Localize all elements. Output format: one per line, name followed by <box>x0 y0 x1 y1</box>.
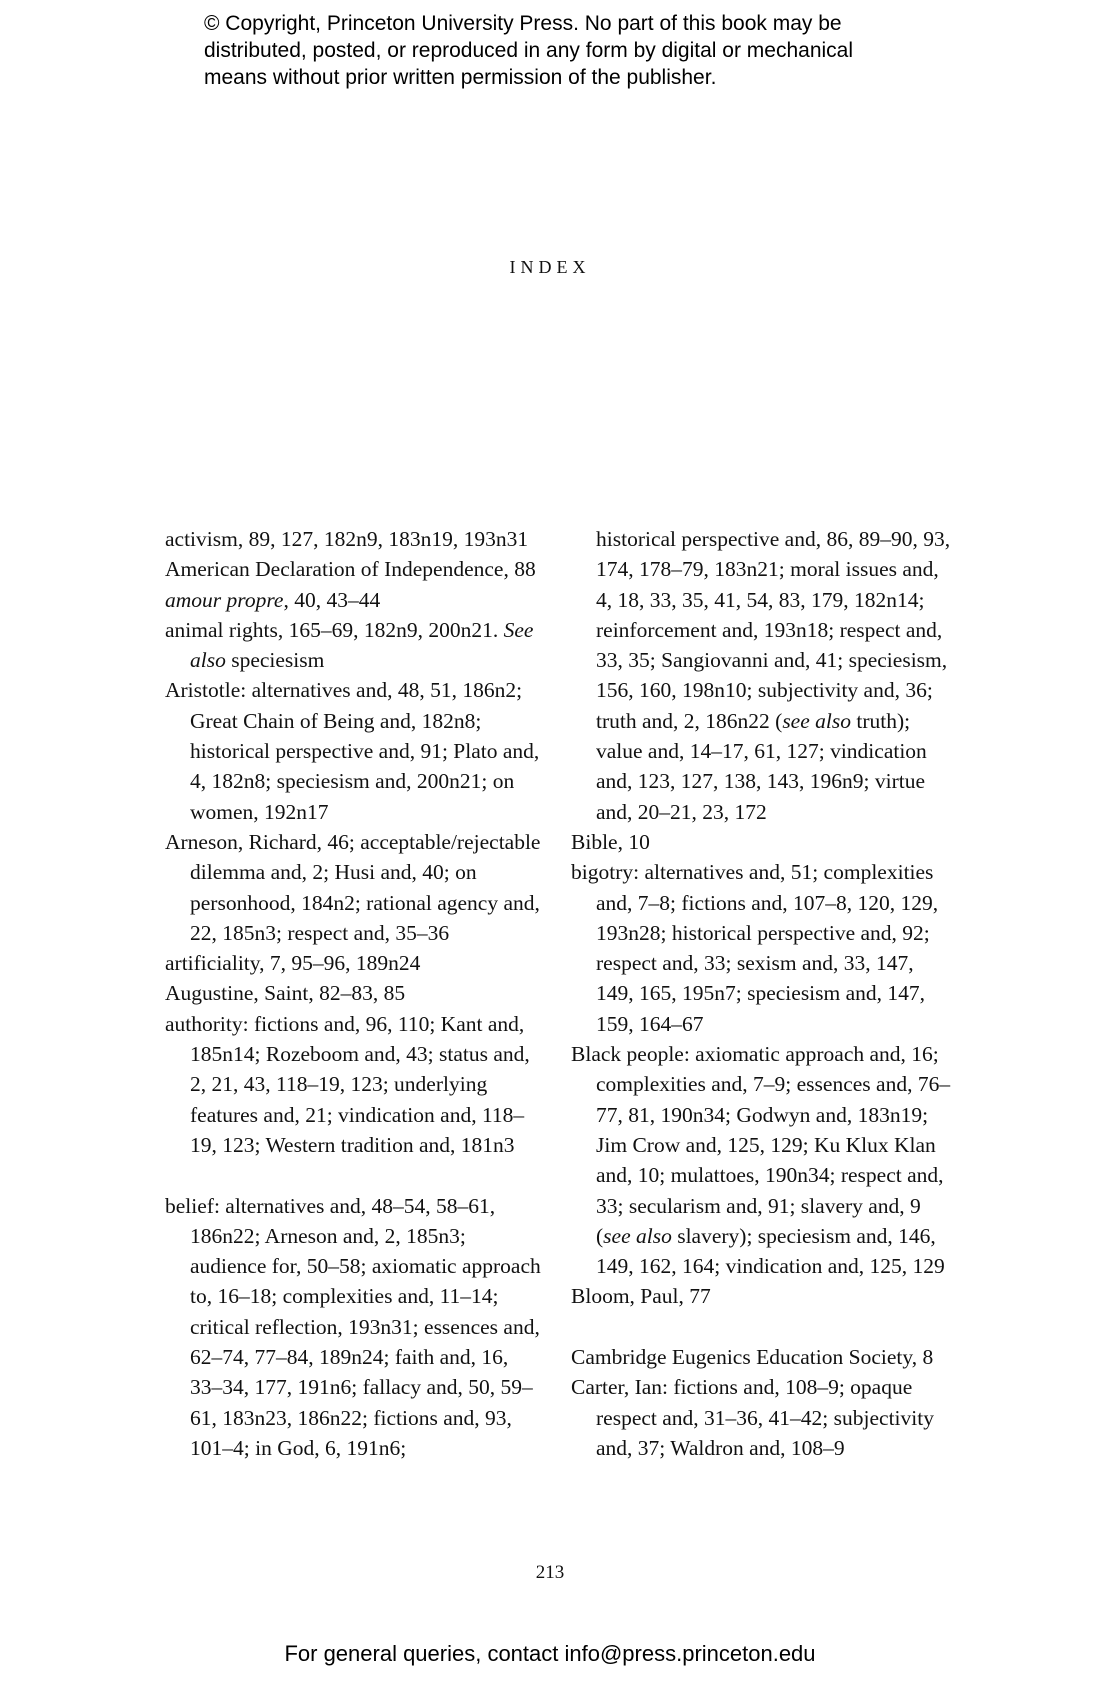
index-entry: Bible, 10 <box>571 829 650 854</box>
index-entry: bigotry: alternatives and, 51; complexities and, 7–8; fictions and, 107–8, 120, 129, 193n28; historical perspective and, 92; respect and, 33; sexism and, 33, 147, 149, 165, 195n7; speciesism and, 147, 159, 164–67 <box>571 860 939 1036</box>
index-entry: Arneson, Richard, 46; acceptable/rejectable dilemma and, 2; Husi and, 40; on personhood, 184n2; rational agency and, 22, 185n3; respect and, 35–36 <box>165 829 541 945</box>
index-entry: American Declaration of Independence, 88 <box>165 557 536 582</box>
see-also-ref: See also <box>190 617 534 673</box>
entry-gap <box>165 1160 545 1190</box>
copyright-line: © Copyright, Princeton University Press. No part of this book may be <box>204 12 842 35</box>
index-entry: Black people: axiomatic approach and, 16; complexities and, 7–9; essences and, 76–77, 81, 190n34; Godwyn and, 183n19; Jim Crow and, 125, 129; Ku Klux Klan and, 10; mulattoes, 190n34; respect and, 33; secularism and, 91; slavery and, 9 (see also slavery); speciesism and, 146, 149, 162, 164; vindication and, 125, 129 <box>571 1042 951 1279</box>
index-entry: animal rights, 165–69, 182n9, 200n21. See also speciesism <box>165 617 534 673</box>
index-entry: Augustine, Saint, 82–83, 85 <box>165 981 406 1006</box>
index-entry: belief: alternatives and, 48–54, 58–61, 186n22; Arneson and, 2, 185n3; audience for, 50–58; axiomatic approach to, 16–18; complexities and, 11–14; critical reflection, 193n31; essences and, 62–74, 77–84, 189n24; faith and, 16, 33–34, 177, 191n6; fallacy and, 50, 59–61, 183n23, 186n22; fictions and, 93, 101–4; in God, 6, 191n6; <box>165 1193 541 1460</box>
index-entry: amour propre, 40, 43–44 <box>165 587 381 612</box>
see-also-ref: see also <box>603 1223 672 1248</box>
copyright-notice <box>204 10 964 91</box>
index-entry: artificiality, 7, 95–96, 189n24 <box>165 951 421 976</box>
copyright-line: means without prior written permission of the publisher. <box>204 66 717 89</box>
index-entry: Cambridge Eugenics Education Society, 8 <box>571 1345 934 1370</box>
index-entry: authority: fictions and, 96, 110; Kant and, 185n14; Rozeboom and, 43; status and, 2, 21, 43, 118–19, 123; underlying features and, 21; vindication and, 118–19, 123; Western tradition and, 181n3 <box>165 1011 530 1157</box>
index-column-right <box>571 524 951 1463</box>
index-entry: Aristotle: alternatives and, 48, 51, 186n2; Great Chain of Being and, 182n8; historical perspective and, 91; Plato and, 4, 182n8; speciesism and, 200n21; on women, 192n17 <box>165 678 540 824</box>
entry-gap <box>571 1312 951 1342</box>
index-column-left <box>165 524 545 1463</box>
index-entry: historical perspective and, 86, 89–90, 93, 174, 178–79, 183n21; moral issues and, 4, 18, 33, 35, 41, 54, 83, 179, 182n14; reinforcement and, 193n18; respect and, 33, 35; Sangiovanni and, 41; speciesism, 156, 160, 198n10; subjectivity and, 36; truth and, 2, 186n22 (see also truth); value and, 14–17, 61, 127; vindication and, 123, 127, 138, 143, 196n9; virtue and, 20–21, 23, 172 <box>596 527 951 824</box>
footer-contact: For general queries, contact info@press.princeton.edu <box>284 1641 816 1666</box>
index-entry: Bloom, Paul, 77 <box>571 1284 711 1309</box>
index-entry: activism, 89, 127, 182n9, 183n19, 193n31 <box>165 527 529 551</box>
page-number: 213 <box>535 1562 565 1583</box>
index-term-italic: amour propre <box>165 587 284 612</box>
see-also-ref: see also <box>782 708 851 733</box>
page-title: index <box>509 252 591 279</box>
copyright-line: distributed, posted, or reproduced in any form by digital or mechanical <box>204 39 854 62</box>
index-entry: Carter, Ian: fictions and, 108–9; opaque respect and, 31–36, 41–42; subjectivity and, 37; Waldron and, 108–9 <box>571 1375 934 1460</box>
